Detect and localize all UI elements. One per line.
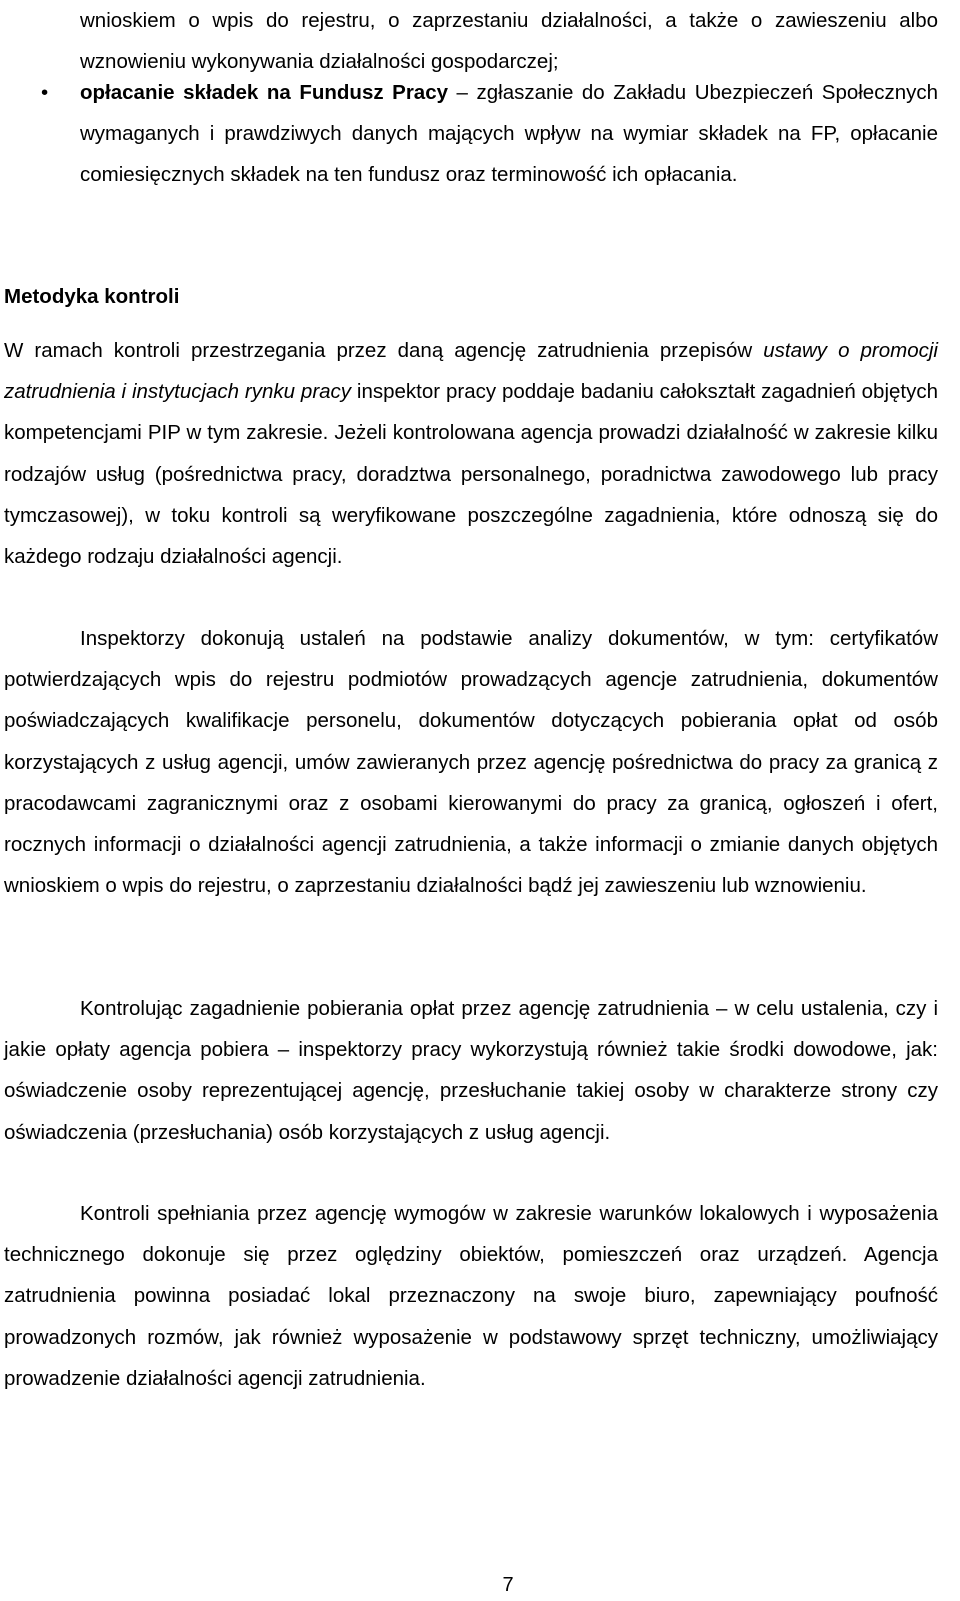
section-heading: Metodyka kontroli [4,285,180,308]
paragraph-text: W ramach kontroli przestrzegania przez daną agencję zatrudnienia przepisów [4,339,764,362]
paragraph [4,330,938,577]
continuation-text: wnioskiem o wpis do rejestru, o zaprzestaniu działalności, a także o zawieszeniu albo wznowieniu wykonywania działalności gospodarczej; [80,9,938,74]
paragraph: Kontrolując zagadnienie pobierania opłat przez agencję zatrudnienia – w celu ustalenia, czy i jakie opłaty agencja pobiera – inspektorzy pracy wykorzystują również takie środki dowodowe, jak: oświadczenie osoby reprezentującej agencję, przesłuchanie takiej osoby w charakterze strony czy oświadczenia (przesłuchania) osób korzystających z usług agencji. [4,997,938,1144]
page-number: 7 [502,1574,514,1596]
paragraph-text: inspektor pracy poddaje badaniu całokształt zagadnień objętych kompetencjami PIP w tym zakresie. Jeżeli kontrolowana agencja prowadzi działalność w zakresie kilku rodzajów usług (pośrednictwa pracy, doradztwa personalnego, poradnictwa zawodowego lub pracy tymczasowej), w toku kontroli są weryfikowane poszczególne zagadnienia, które odnoszą się do każdego rodzaju działalności agencji. [4,380,938,569]
bullet-icon: • [41,81,49,104]
paragraph: Inspektorzy dokonują ustaleń na podstawie analizy dokumentów, w tym: certyfikatów potwierdzających wpis do rejestru podmiotów prowadzących agencje zatrudnienia, dokumentów poświadczających kwalifikacje personelu, dokumentów dotyczących pobierania opłat od osób korzystających z usług agencji, umów zawieranych przez agencję pośrednictwa do pracy za granicą z pracodawcami zagranicznymi oraz z osobami kierowanymi do pracy za granicą, ogłoszeń i ofert, rocznych informacji o działalności agencji zatrudnienia, a także informacji o zmianie danych objętych wnioskiem o wpis do rejestru, o zaprzestaniu działalności bądź jej zawieszeniu lub wznowieniu. [4,627,938,898]
list-item-bold-lead: opłacanie składek na Fundusz Pracy [80,81,448,104]
act-title: ustawy o promocji zatrudnienia i instytucjach rynku pracy [4,339,938,404]
list-item-text: – zgłaszanie do Zakładu Ubezpieczeń Społecznych wymaganych i prawdziwych danych mających wpływ na wymiar składek na FP, opłacanie comiesięcznych składek na ten fundusz oraz terminowość ich opłacania. [80,81,939,187]
list-item [41,72,939,196]
paragraph: Kontroli spełniania przez agencję wymogów w zakresie warunków lokalowych i wyposażenia technicznego dokonuje się przez oględziny obiektów, pomieszczeń oraz urządzeń. Agencja zatrudnienia powinna posiadać lokal przeznaczony na swoje biuro, zapewniający poufność prowadzonych rozmów, jak również wyposażenie w podstawowy sprzęt techniczny, umożliwiający prowadzenie działalności agencji zatrudnienia. [4,1202,938,1390]
